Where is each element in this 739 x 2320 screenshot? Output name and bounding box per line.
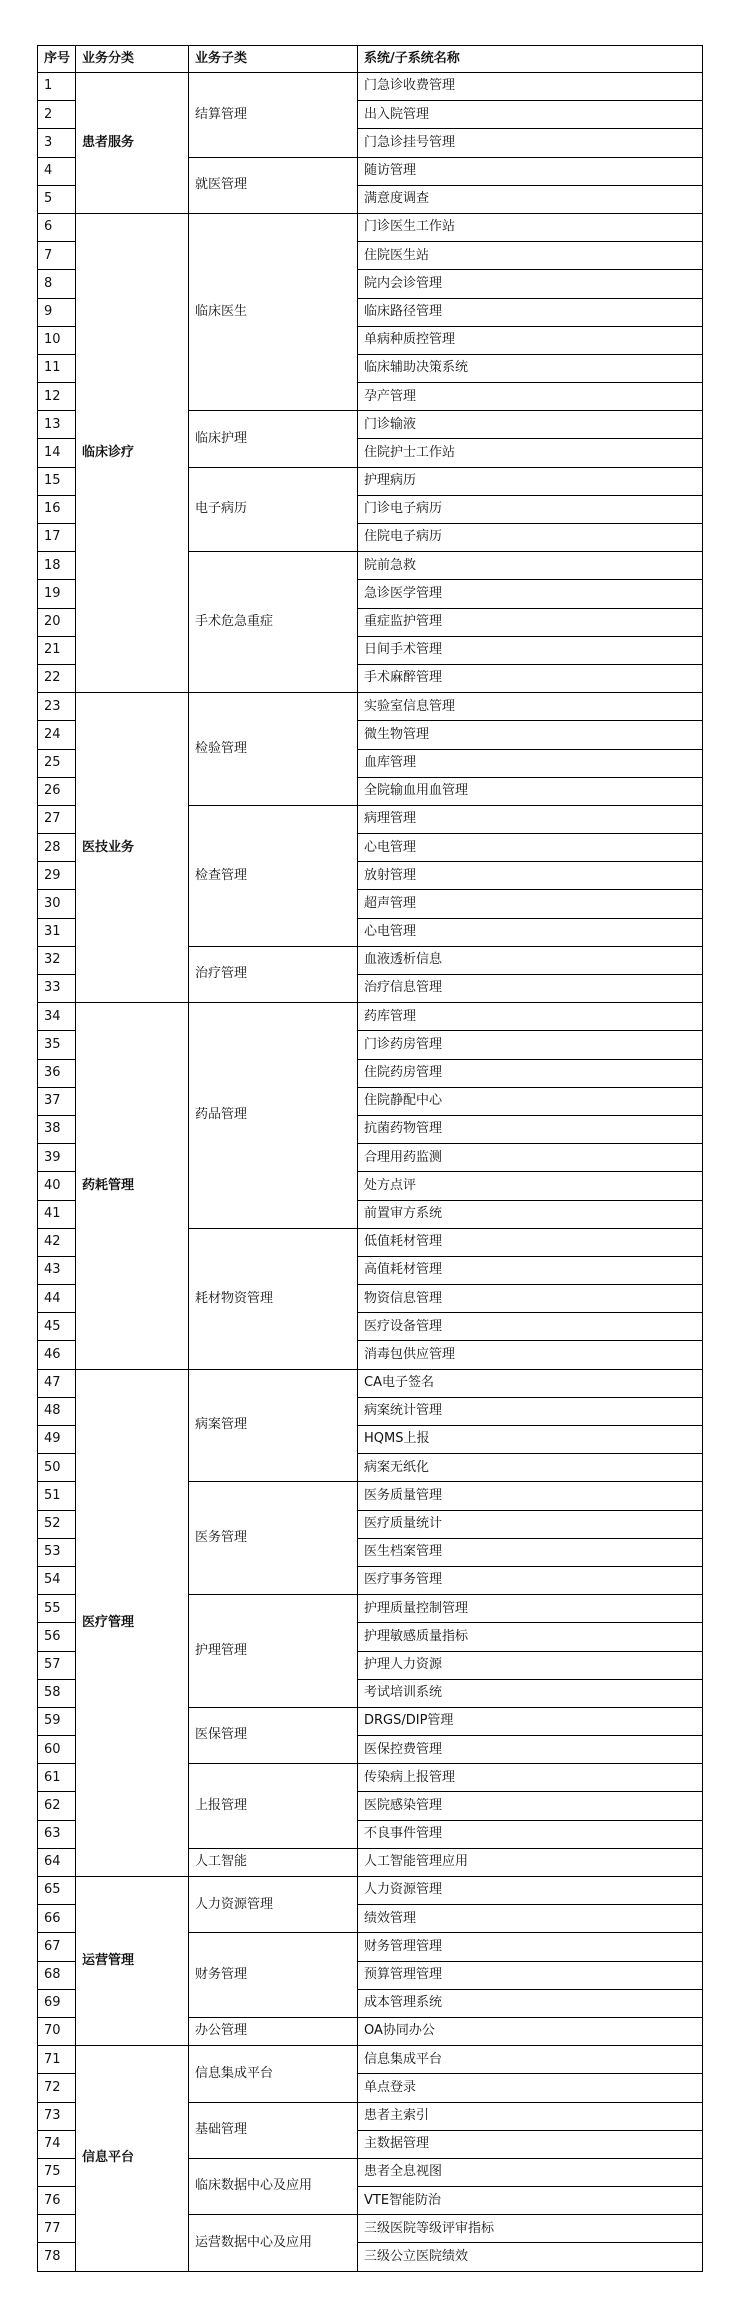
- system-cell: 医院感染管理: [358, 1792, 703, 1820]
- system-cell: 病案无纸化: [358, 1454, 703, 1482]
- table-row: [38, 1003, 703, 1031]
- row-number: 58: [38, 1679, 76, 1707]
- row-number: 66: [38, 1905, 76, 1933]
- system-cell: OA协同办公: [358, 2017, 703, 2045]
- system-cell: 主数据管理: [358, 2130, 703, 2158]
- row-number: 38: [38, 1115, 76, 1143]
- system-cell: 成本管理系统: [358, 1989, 703, 2017]
- row-number: 39: [38, 1144, 76, 1172]
- row-number: 37: [38, 1087, 76, 1115]
- system-cell: 门诊输液: [358, 411, 703, 439]
- subcategory-cell: 临床医生: [189, 213, 358, 410]
- system-cell: 绩效管理: [358, 1905, 703, 1933]
- row-number: 52: [38, 1510, 76, 1538]
- system-cell: 抗菌药物管理: [358, 1115, 703, 1143]
- row-number: 14: [38, 439, 76, 467]
- table-row: [38, 1369, 703, 1397]
- system-cell: 门诊药房管理: [358, 1031, 703, 1059]
- row-number: 62: [38, 1792, 76, 1820]
- row-number: 70: [38, 2017, 76, 2045]
- system-cell: CA电子签名: [358, 1369, 703, 1397]
- system-cell: VTE智能防治: [358, 2187, 703, 2215]
- row-number: 63: [38, 1820, 76, 1848]
- row-number: 4: [38, 157, 76, 185]
- row-number: 34: [38, 1003, 76, 1031]
- subcategory-cell: 医保管理: [189, 1707, 358, 1763]
- system-cell: 不良事件管理: [358, 1820, 703, 1848]
- row-number: 61: [38, 1764, 76, 1792]
- row-number: 26: [38, 777, 76, 805]
- system-cell: 血液透析信息: [358, 946, 703, 974]
- system-cell: 随访管理: [358, 157, 703, 185]
- row-number: 8: [38, 270, 76, 298]
- row-number: 27: [38, 805, 76, 833]
- system-cell: 药库管理: [358, 1003, 703, 1031]
- row-number: 3: [38, 129, 76, 157]
- row-number: 11: [38, 354, 76, 382]
- subcategory-cell: 电子病历: [189, 467, 358, 552]
- row-number: 71: [38, 2046, 76, 2074]
- subcategory-cell: 临床数据中心及应用: [189, 2158, 358, 2214]
- system-cell: 病理管理: [358, 805, 703, 833]
- category-cell: 医疗管理: [76, 1369, 189, 1876]
- row-number: 40: [38, 1172, 76, 1200]
- system-cell: 住院医生站: [358, 242, 703, 270]
- system-cell: 前置审方系统: [358, 1200, 703, 1228]
- row-number: 15: [38, 467, 76, 495]
- row-number: 21: [38, 636, 76, 664]
- system-cell: 三级公立医院绩效: [358, 2243, 703, 2271]
- row-number: 72: [38, 2074, 76, 2102]
- system-cell: 单点登录: [358, 2074, 703, 2102]
- row-number: 23: [38, 693, 76, 721]
- row-number: 50: [38, 1454, 76, 1482]
- subcategory-cell: 结算管理: [189, 73, 358, 158]
- header-no: 序号: [38, 46, 76, 73]
- row-number: 41: [38, 1200, 76, 1228]
- header-category: 业务分类: [76, 46, 189, 73]
- system-cell: 处方点评: [358, 1172, 703, 1200]
- system-cell: 医生档案管理: [358, 1538, 703, 1566]
- system-cell: 微生物管理: [358, 721, 703, 749]
- system-cell: 高值耗材管理: [358, 1256, 703, 1284]
- subcategory-cell: 检验管理: [189, 693, 358, 806]
- row-number: 53: [38, 1538, 76, 1566]
- category-cell: 药耗管理: [76, 1003, 189, 1369]
- row-number: 47: [38, 1369, 76, 1397]
- subcategory-cell: 耗材物资管理: [189, 1228, 358, 1369]
- system-cell: 合理用药监测: [358, 1144, 703, 1172]
- header-row: [38, 46, 703, 73]
- system-cell: 心电管理: [358, 918, 703, 946]
- system-cell: 医疗设备管理: [358, 1313, 703, 1341]
- row-number: 32: [38, 946, 76, 974]
- system-cell: 住院静配中心: [358, 1087, 703, 1115]
- system-cell: 护理质量控制管理: [358, 1595, 703, 1623]
- system-cell: 消毒包供应管理: [358, 1341, 703, 1369]
- system-cell: 院内会诊管理: [358, 270, 703, 298]
- subcategory-cell: 临床护理: [189, 411, 358, 467]
- category-cell: 信息平台: [76, 2046, 189, 2272]
- system-cell: 满意度调查: [358, 185, 703, 213]
- system-cell: HQMS上报: [358, 1426, 703, 1454]
- system-cell: 病案统计管理: [358, 1397, 703, 1425]
- system-cell: 护理敏感质量指标: [358, 1623, 703, 1651]
- row-number: 22: [38, 664, 76, 692]
- category-cell: 患者服务: [76, 73, 189, 214]
- system-cell: 考试培训系统: [358, 1679, 703, 1707]
- system-cell: 预算管理管理: [358, 1961, 703, 1989]
- row-number: 7: [38, 242, 76, 270]
- system-cell: 治疗信息管理: [358, 975, 703, 1003]
- row-number: 57: [38, 1651, 76, 1679]
- row-number: 56: [38, 1623, 76, 1651]
- row-number: 46: [38, 1341, 76, 1369]
- category-cell: 临床诊疗: [76, 213, 189, 692]
- row-number: 25: [38, 749, 76, 777]
- row-number: 73: [38, 2102, 76, 2130]
- table-row: [38, 213, 703, 241]
- subcategory-cell: 办公管理: [189, 2017, 358, 2045]
- row-number: 42: [38, 1228, 76, 1256]
- row-number: 18: [38, 552, 76, 580]
- system-cell: 传染病上报管理: [358, 1764, 703, 1792]
- subcategory-cell: 就医管理: [189, 157, 358, 213]
- row-number: 31: [38, 918, 76, 946]
- subcategory-cell: 信息集成平台: [189, 2046, 358, 2102]
- system-cell: 物资信息管理: [358, 1285, 703, 1313]
- system-cell: DRGS/DIP管理: [358, 1707, 703, 1735]
- system-cell: 重症监护管理: [358, 608, 703, 636]
- system-cell: 患者主索引: [358, 2102, 703, 2130]
- system-cell: 信息集成平台: [358, 2046, 703, 2074]
- system-cell: 住院电子病历: [358, 524, 703, 552]
- system-cell: 低值耗材管理: [358, 1228, 703, 1256]
- system-cell: 出入院管理: [358, 101, 703, 129]
- row-number: 48: [38, 1397, 76, 1425]
- row-number: 75: [38, 2158, 76, 2186]
- row-number: 59: [38, 1707, 76, 1735]
- row-number: 54: [38, 1566, 76, 1594]
- row-number: 67: [38, 1933, 76, 1961]
- system-cell: 财务管理管理: [358, 1933, 703, 1961]
- row-number: 43: [38, 1256, 76, 1284]
- system-cell: 医务质量管理: [358, 1482, 703, 1510]
- subcategory-cell: 医务管理: [189, 1482, 358, 1595]
- table-row: [38, 693, 703, 721]
- row-number: 20: [38, 608, 76, 636]
- row-number: 68: [38, 1961, 76, 1989]
- row-number: 6: [38, 213, 76, 241]
- row-number: 30: [38, 890, 76, 918]
- system-cell: 门急诊收费管理: [358, 73, 703, 101]
- system-cell: 心电管理: [358, 834, 703, 862]
- system-cell: 三级医院等级评审指标: [358, 2215, 703, 2243]
- header-subcategory: 业务子类: [189, 46, 358, 73]
- system-cell: 日间手术管理: [358, 636, 703, 664]
- subcategory-cell: 治疗管理: [189, 946, 358, 1002]
- row-number: 60: [38, 1736, 76, 1764]
- system-cell: 实验室信息管理: [358, 693, 703, 721]
- system-cell: 医疗质量统计: [358, 1510, 703, 1538]
- system-cell: 临床辅助决策系统: [358, 354, 703, 382]
- subcategory-cell: 手术危急重症: [189, 552, 358, 693]
- header-system: 系统/子系统名称: [358, 46, 703, 73]
- system-cell: 门诊医生工作站: [358, 213, 703, 241]
- system-cell: 患者全息视图: [358, 2158, 703, 2186]
- row-number: 51: [38, 1482, 76, 1510]
- row-number: 44: [38, 1285, 76, 1313]
- row-number: 35: [38, 1031, 76, 1059]
- row-number: 29: [38, 862, 76, 890]
- row-number: 12: [38, 383, 76, 411]
- table-body: [38, 73, 703, 2272]
- subcategory-cell: 人力资源管理: [189, 1877, 358, 1933]
- row-number: 64: [38, 1848, 76, 1876]
- row-number: 55: [38, 1595, 76, 1623]
- system-cell: 医保控费管理: [358, 1736, 703, 1764]
- row-number: 16: [38, 495, 76, 523]
- category-cell: 运营管理: [76, 1877, 189, 2046]
- row-number: 10: [38, 326, 76, 354]
- subcategory-cell: 人工智能: [189, 1848, 358, 1876]
- row-number: 76: [38, 2187, 76, 2215]
- row-number: 24: [38, 721, 76, 749]
- system-cell: 放射管理: [358, 862, 703, 890]
- system-cell: 人力资源管理: [358, 1877, 703, 1905]
- subcategory-cell: 病案管理: [189, 1369, 358, 1482]
- row-number: 9: [38, 298, 76, 326]
- system-cell: 急诊医学管理: [358, 580, 703, 608]
- subcategory-cell: 护理管理: [189, 1595, 358, 1708]
- system-cell: 人工智能管理应用: [358, 1848, 703, 1876]
- table-row: [38, 1877, 703, 1905]
- system-cell: 超声管理: [358, 890, 703, 918]
- row-number: 19: [38, 580, 76, 608]
- row-number: 74: [38, 2130, 76, 2158]
- table-row: [38, 2046, 703, 2074]
- system-cell: 血库管理: [358, 749, 703, 777]
- row-number: 36: [38, 1059, 76, 1087]
- table-row: [38, 73, 703, 101]
- row-number: 69: [38, 1989, 76, 2017]
- system-cell: 全院输血用血管理: [358, 777, 703, 805]
- subcategory-cell: 财务管理: [189, 1933, 358, 2018]
- row-number: 2: [38, 101, 76, 129]
- subcategory-cell: 运营数据中心及应用: [189, 2215, 358, 2271]
- row-number: 5: [38, 185, 76, 213]
- row-number: 45: [38, 1313, 76, 1341]
- system-cell: 门急诊挂号管理: [358, 129, 703, 157]
- row-number: 49: [38, 1426, 76, 1454]
- system-cell: 住院护士工作站: [358, 439, 703, 467]
- subcategory-cell: 基础管理: [189, 2102, 358, 2158]
- system-cell: 护理人力资源: [358, 1651, 703, 1679]
- system-cell: 手术麻醉管理: [358, 664, 703, 692]
- row-number: 33: [38, 975, 76, 1003]
- row-number: 77: [38, 2215, 76, 2243]
- system-cell: 医疗事务管理: [358, 1566, 703, 1594]
- row-number: 13: [38, 411, 76, 439]
- row-number: 65: [38, 1877, 76, 1905]
- row-number: 1: [38, 73, 76, 101]
- system-cell: 单病种质控管理: [358, 326, 703, 354]
- system-cell: 院前急救: [358, 552, 703, 580]
- row-number: 78: [38, 2243, 76, 2271]
- system-table: [37, 45, 703, 2272]
- row-number: 28: [38, 834, 76, 862]
- system-cell: 护理病历: [358, 467, 703, 495]
- subcategory-cell: 检查管理: [189, 805, 358, 946]
- subcategory-cell: 上报管理: [189, 1764, 358, 1849]
- system-cell: 临床路径管理: [358, 298, 703, 326]
- category-cell: 医技业务: [76, 693, 189, 1003]
- system-cell: 住院药房管理: [358, 1059, 703, 1087]
- system-cell: 孕产管理: [358, 383, 703, 411]
- subcategory-cell: 药品管理: [189, 1003, 358, 1229]
- row-number: 17: [38, 524, 76, 552]
- system-cell: 门诊电子病历: [358, 495, 703, 523]
